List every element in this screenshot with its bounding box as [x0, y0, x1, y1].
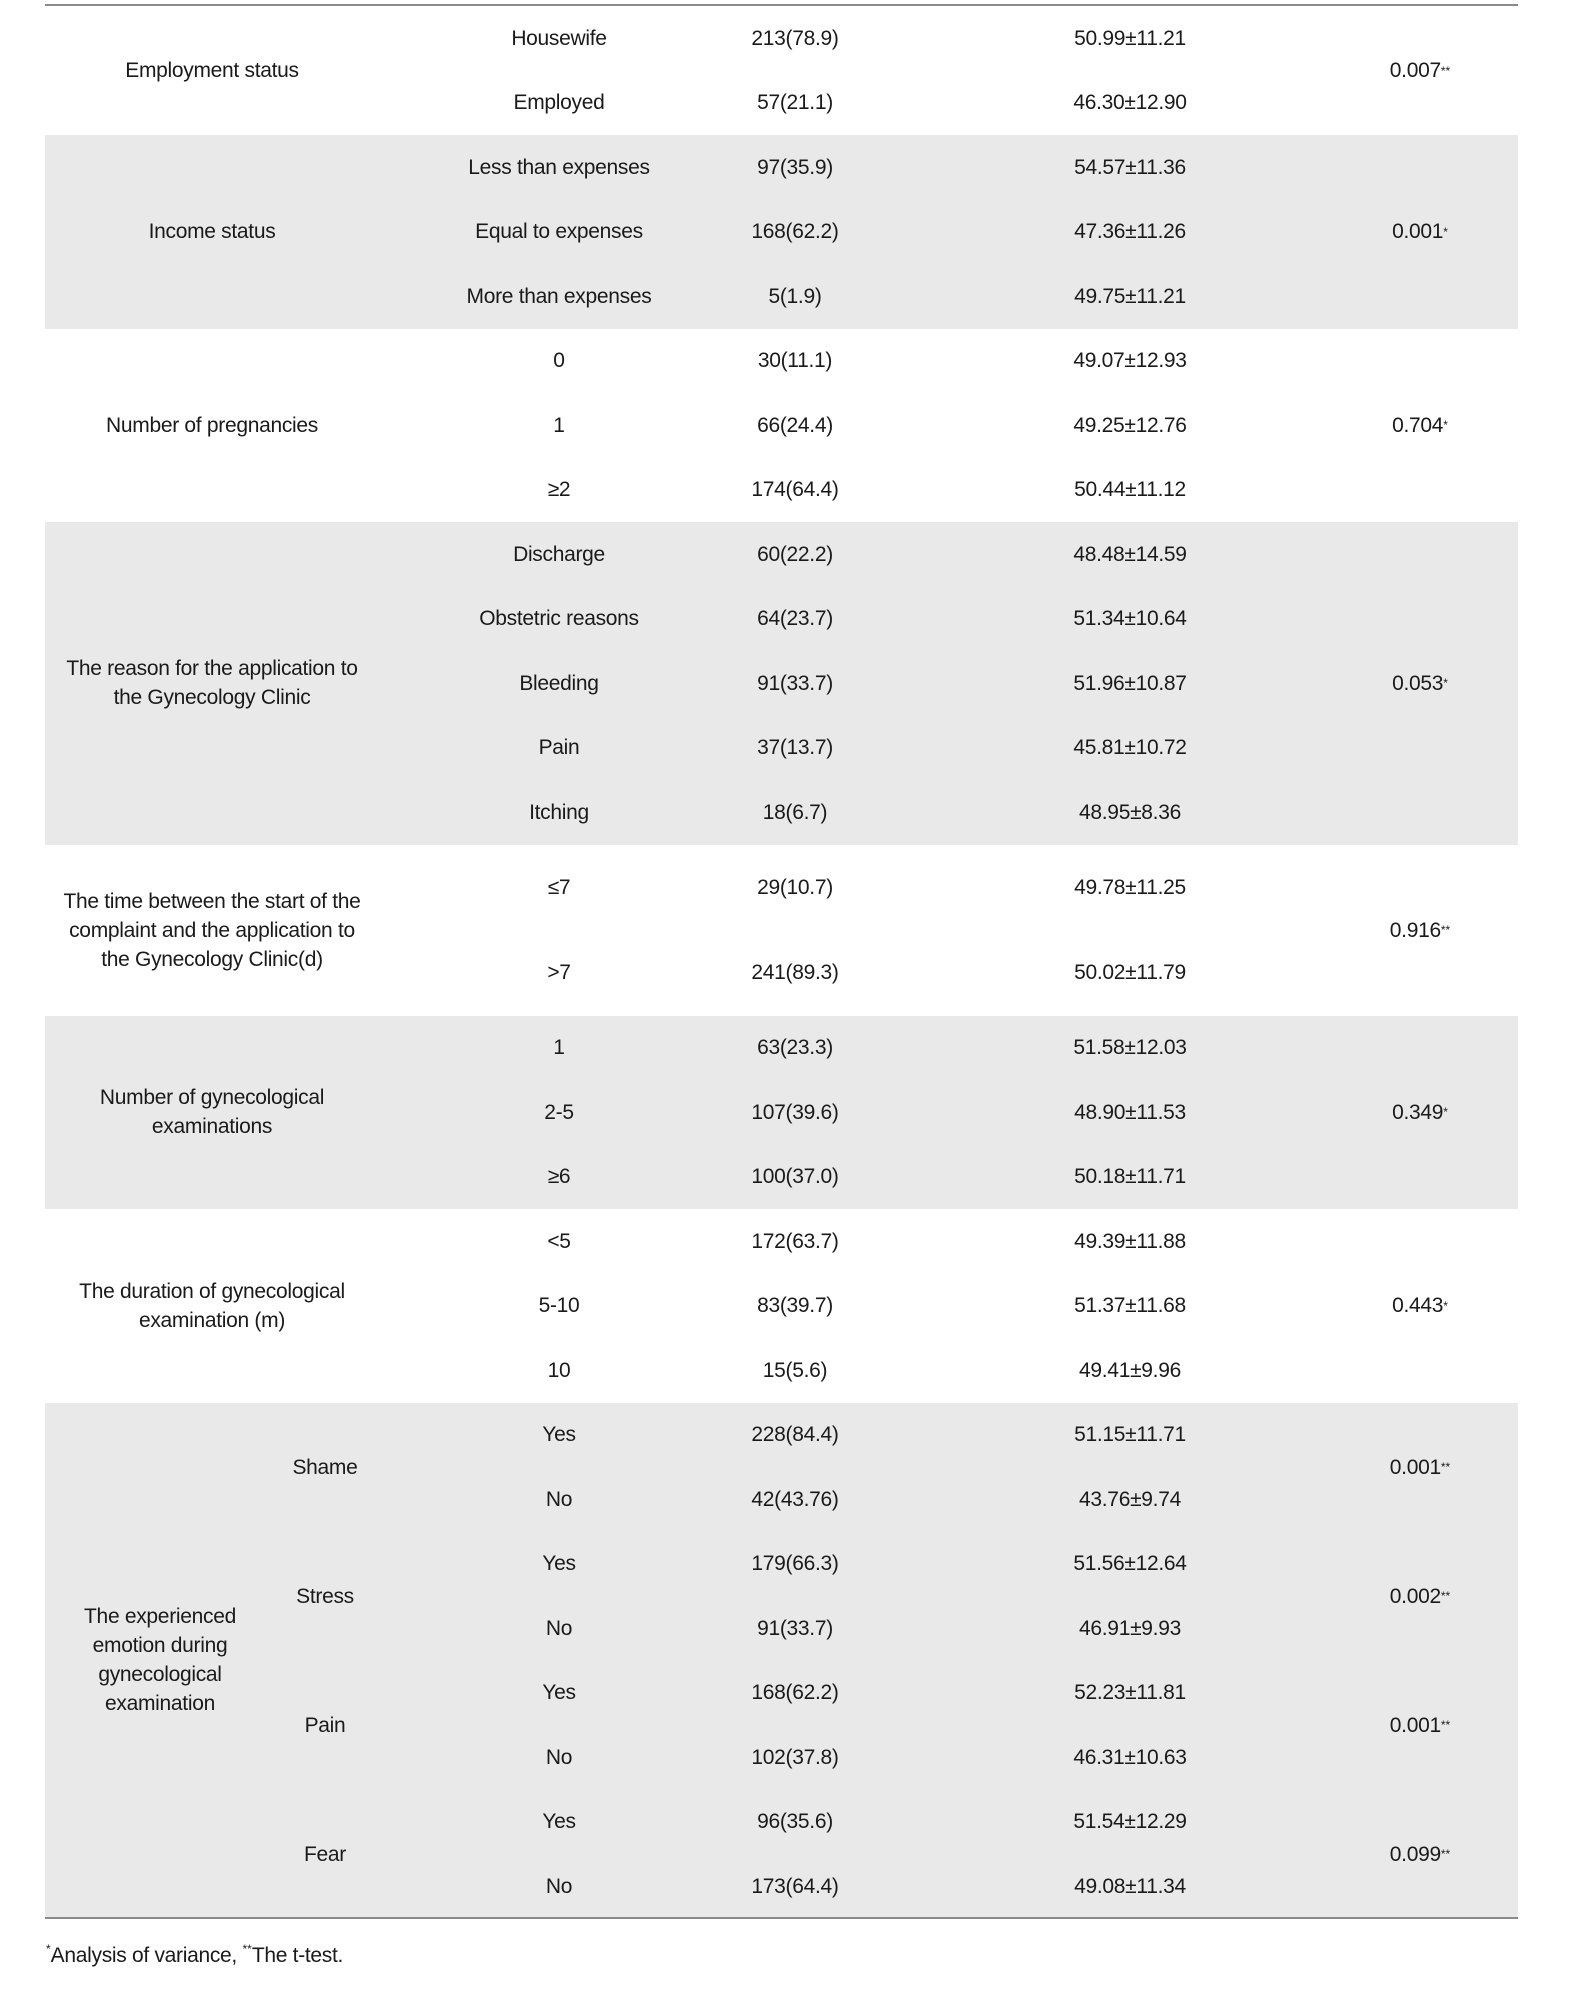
- category-cell: ≥2: [547, 478, 571, 502]
- footnote-anova-text: Analysis of variance,: [50, 1944, 243, 1967]
- p-value-cell: 0.099 **: [1335, 1790, 1505, 1919]
- table-row: [45, 1725, 1518, 1790]
- n-percent-cell: 60(22.2): [757, 542, 833, 566]
- table-row: [45, 522, 1518, 587]
- variable-label: The duration of gynecological examination (m): [79, 1279, 345, 1332]
- table-row: [45, 1532, 1518, 1597]
- emotion-sub-label: Pain: [304, 1713, 346, 1737]
- table-row: [45, 329, 1518, 394]
- mean-sd-cell: 50.99±11.21: [1074, 26, 1186, 50]
- table-row: [45, 393, 1518, 458]
- table-footnote: [46, 1944, 343, 1968]
- p-value-cell: 0.007 **: [1335, 6, 1505, 135]
- n-percent-cell: 173(64.4): [751, 1874, 839, 1898]
- table-section: [45, 845, 1518, 1016]
- category-cell: ≤7: [547, 875, 571, 899]
- mean-sd-cell: 49.07±12.93: [1073, 349, 1187, 373]
- n-percent-cell: 179(66.3): [751, 1552, 839, 1576]
- variable-label: Employment status: [125, 59, 299, 82]
- p-value-cell: 0.443 *: [1335, 1209, 1505, 1403]
- category-cell: Yes: [542, 1810, 576, 1834]
- mean-sd-cell: 48.90±11.53: [1074, 1100, 1186, 1124]
- category-cell: >7: [547, 961, 571, 985]
- p-value: 0.704: [1392, 413, 1444, 437]
- mean-sd-cell: 51.54±12.29: [1073, 1810, 1187, 1834]
- mean-sd-cell: 51.96±10.87: [1073, 671, 1187, 695]
- mean-sd-cell: 43.76±9.74: [1079, 1487, 1181, 1511]
- variable-label: Income status: [148, 220, 276, 244]
- p-value: 0.916: [1389, 918, 1441, 942]
- category-cell: 0: [553, 349, 565, 373]
- n-percent-cell: 172(63.7): [751, 1229, 839, 1253]
- n-percent-cell: 5(1.9): [768, 284, 822, 308]
- table-row: [45, 587, 1518, 652]
- table-section: [45, 1016, 1518, 1210]
- mean-sd-cell: 51.15±11.71: [1074, 1423, 1186, 1447]
- p-value-cell: 0.001 **: [1335, 1403, 1505, 1532]
- mean-sd-cell: 51.34±10.64: [1073, 607, 1187, 631]
- n-percent-cell: 83(39.7): [757, 1294, 833, 1318]
- category-cell: More than expenses: [466, 284, 652, 308]
- variable-label: The time between the start of the complaint and the application to the Gynecology Clinic(d): [63, 889, 361, 971]
- mean-sd-cell: 46.91±9.93: [1079, 1616, 1181, 1640]
- n-percent-cell: 96(35.6): [757, 1810, 833, 1834]
- table-row: [45, 1661, 1518, 1726]
- footnote-marker-anova: *: [46, 1942, 51, 1956]
- n-percent-cell: 57(21.1): [757, 91, 833, 115]
- footnote-marker-ttest: **: [242, 1942, 252, 1956]
- n-percent-cell: 18(6.7): [762, 800, 828, 824]
- table-row: [45, 1403, 1518, 1468]
- mean-sd-cell: 49.75±11.21: [1074, 284, 1186, 308]
- table-row: [45, 200, 1518, 265]
- table-row: [45, 1596, 1518, 1661]
- mean-sd-cell: 51.37±11.68: [1074, 1294, 1186, 1318]
- category-cell: Housewife: [511, 26, 607, 50]
- table-row: [45, 1016, 1518, 1081]
- emotion-sub-label: Shame: [292, 1455, 358, 1479]
- mean-sd-cell: 49.25±12.76: [1073, 413, 1187, 437]
- category-cell: 1: [553, 1036, 565, 1060]
- category-cell: Less than expenses: [468, 155, 650, 179]
- category-cell: Yes: [542, 1681, 576, 1705]
- table-row: [45, 1209, 1518, 1274]
- table-row: [45, 458, 1518, 523]
- n-percent-cell: 102(37.8): [751, 1745, 839, 1769]
- footnote-ttest-text: The t-test.: [251, 1944, 344, 1967]
- p-value: 0.001: [1389, 1713, 1441, 1737]
- n-percent-cell: 91(33.7): [757, 671, 833, 695]
- category-cell: 10: [547, 1358, 571, 1382]
- table-row: [45, 1338, 1518, 1403]
- p-value-cell: 0.916 **: [1335, 845, 1505, 1016]
- p-value-cell: 0.349 *: [1335, 1016, 1505, 1210]
- category-cell: <5: [547, 1229, 571, 1253]
- p-value-cell: 0.001 **: [1335, 1661, 1505, 1790]
- table-row: [45, 930, 1518, 1016]
- p-value: 0.053: [1392, 671, 1444, 695]
- table-row: [45, 1467, 1518, 1532]
- category-cell: No: [545, 1616, 573, 1640]
- mean-sd-cell: 52.23±11.81: [1074, 1681, 1186, 1705]
- variable-label: Number of pregnancies: [106, 413, 318, 437]
- category-cell: No: [545, 1487, 573, 1511]
- category-cell: 2-5: [544, 1100, 574, 1124]
- category-cell: Yes: [542, 1552, 576, 1576]
- variable-label: The experienced emotion during gynecological examination: [84, 1604, 236, 1715]
- n-percent-cell: 30(11.1): [757, 349, 833, 373]
- n-percent-cell: 64(23.7): [757, 607, 833, 631]
- p-value-cell: 0.001 *: [1335, 135, 1505, 329]
- table-section: [45, 135, 1518, 329]
- category-cell: 1: [553, 413, 565, 437]
- n-percent-cell: 213(78.9): [751, 26, 839, 50]
- n-percent-cell: 42(43.76): [751, 1487, 839, 1511]
- mean-sd-cell: 46.30±12.90: [1073, 91, 1187, 115]
- mean-sd-cell: 48.48±14.59: [1073, 542, 1187, 566]
- table-row: [45, 1080, 1518, 1145]
- p-value: 0.001: [1392, 220, 1444, 244]
- table-row: [45, 71, 1518, 136]
- category-cell: Bleeding: [519, 671, 599, 695]
- table-section-emotion: [45, 1403, 1518, 1917]
- p-value: 0.443: [1392, 1294, 1444, 1318]
- table-row: [45, 780, 1518, 845]
- table-row: [45, 716, 1518, 781]
- table-section: [45, 522, 1518, 845]
- n-percent-cell: 100(37.0): [751, 1165, 839, 1189]
- p-value-cell: 0.704 *: [1335, 329, 1505, 523]
- n-percent-cell: 63(23.3): [757, 1036, 833, 1060]
- p-value: 0.001: [1389, 1455, 1441, 1479]
- n-percent-cell: 66(24.4): [757, 413, 833, 437]
- table-section: [45, 1209, 1518, 1403]
- p-value: 0.349: [1392, 1100, 1444, 1124]
- mean-sd-cell: 50.44±11.12: [1074, 478, 1186, 502]
- n-percent-cell: 168(62.2): [751, 1681, 839, 1705]
- variable-label: The reason for the application to the Gynecology Clinic: [66, 657, 358, 710]
- p-value: 0.002: [1389, 1584, 1441, 1608]
- emotion-sub-label: Stress: [296, 1584, 354, 1608]
- table-row: [45, 1854, 1518, 1919]
- n-percent-cell: 168(62.2): [751, 220, 839, 244]
- mean-sd-cell: 51.56±12.64: [1073, 1552, 1187, 1576]
- category-cell: Equal to expenses: [475, 220, 643, 244]
- results-table: [45, 4, 1518, 1919]
- mean-sd-cell: 46.31±10.63: [1073, 1745, 1187, 1769]
- n-percent-cell: 15(5.6): [762, 1358, 828, 1382]
- category-cell: Obstetric reasons: [479, 607, 639, 631]
- category-cell: Discharge: [513, 542, 605, 566]
- table-section: [45, 6, 1518, 135]
- table-row: [45, 845, 1518, 931]
- table-section: [45, 329, 1518, 523]
- variable-label: Number of gynecological examinations: [99, 1086, 325, 1139]
- mean-sd-cell: 49.08±11.34: [1074, 1874, 1186, 1898]
- p-value: 0.099: [1389, 1842, 1441, 1866]
- category-cell: No: [545, 1745, 573, 1769]
- table-row: [45, 1145, 1518, 1210]
- p-value-cell: 0.053 *: [1335, 522, 1505, 845]
- category-cell: Employed: [513, 91, 605, 115]
- n-percent-cell: 174(64.4): [751, 478, 839, 502]
- n-percent-cell: 107(39.6): [751, 1100, 839, 1124]
- table-row: [45, 651, 1518, 716]
- mean-sd-cell: 51.58±12.03: [1073, 1036, 1187, 1060]
- category-cell: Itching: [529, 800, 589, 824]
- mean-sd-cell: 49.41±9.96: [1079, 1358, 1181, 1382]
- emotion-sub-label: Fear: [304, 1842, 346, 1866]
- category-cell: 5-10: [538, 1294, 580, 1318]
- category-cell: No: [545, 1874, 573, 1898]
- mean-sd-cell: 50.02±11.79: [1074, 961, 1186, 985]
- mean-sd-cell: 49.78±11.25: [1074, 875, 1186, 899]
- p-value-cell: 0.002 **: [1335, 1532, 1505, 1661]
- mean-sd-cell: 50.18±11.71: [1074, 1165, 1186, 1189]
- mean-sd-cell: 47.36±11.26: [1074, 220, 1186, 244]
- n-percent-cell: 37(13.7): [757, 736, 833, 760]
- mean-sd-cell: 48.95±8.36: [1079, 800, 1181, 824]
- mean-sd-cell: 45.81±10.72: [1073, 736, 1187, 760]
- p-value: 0.007: [1389, 59, 1441, 82]
- table-row: [45, 135, 1518, 200]
- table-row: [45, 1790, 1518, 1855]
- n-percent-cell: 91(33.7): [757, 1616, 833, 1640]
- mean-sd-cell: 54.57±11.36: [1074, 155, 1186, 179]
- n-percent-cell: 29(10.7): [757, 875, 833, 899]
- category-cell: Yes: [542, 1423, 576, 1447]
- n-percent-cell: 228(84.4): [751, 1423, 839, 1447]
- n-percent-cell: 241(89.3): [751, 961, 839, 985]
- table-row: [45, 1274, 1518, 1339]
- n-percent-cell: 97(35.9): [757, 155, 833, 179]
- category-cell: Pain: [538, 736, 580, 760]
- mean-sd-cell: 49.39±11.88: [1074, 1229, 1186, 1253]
- table-row: [45, 264, 1518, 329]
- category-cell: ≥6: [547, 1165, 571, 1189]
- table-row: [45, 6, 1518, 71]
